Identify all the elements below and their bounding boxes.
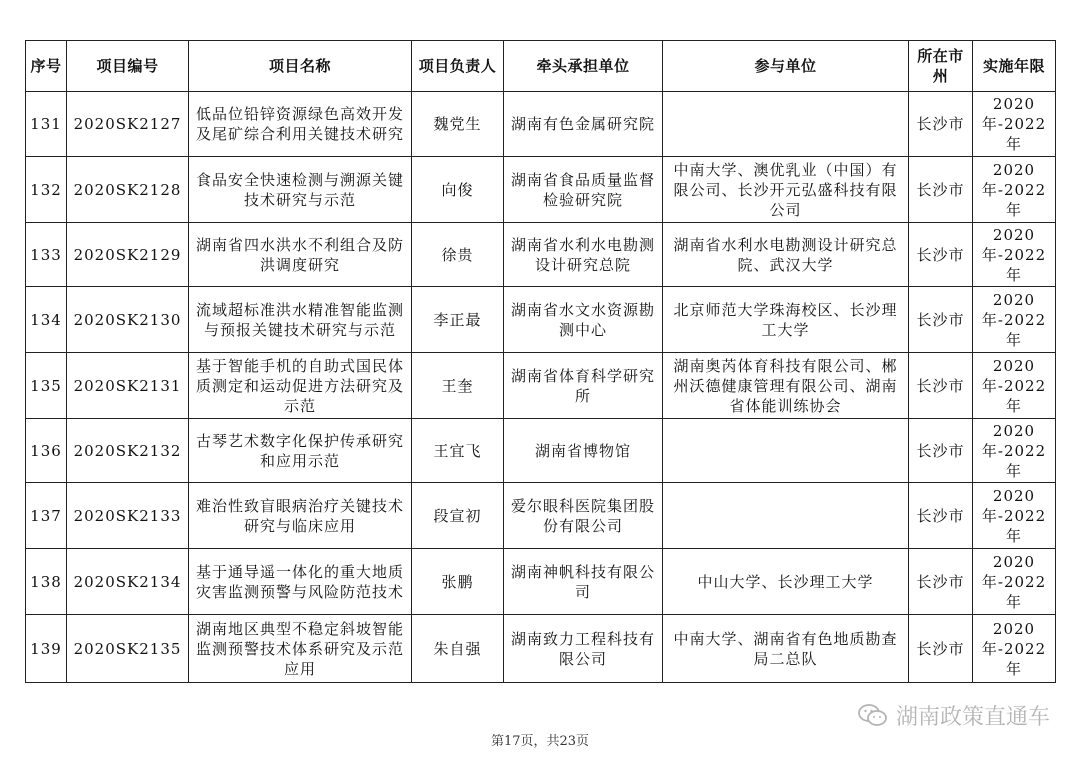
cell-seq: 136 [26, 419, 67, 483]
cell-leader: 王宜飞 [412, 419, 504, 483]
watermark [858, 700, 1050, 731]
cell-code: 2020SK2132 [67, 419, 189, 483]
cell-lead-unit: 湖南省水文水资源勘测中心 [504, 287, 663, 353]
cell-name: 湖南地区典型不稳定斜坡智能监测预警技术体系研究及示范应用 [189, 615, 412, 683]
cell-period: 2020年-2022年 [973, 92, 1056, 157]
cell-lead-unit: 湖南神帆科技有限公司 [504, 549, 663, 615]
table-row [26, 549, 1056, 615]
table-body [26, 92, 1056, 683]
cell-city: 长沙市 [909, 92, 973, 157]
header-partners: 参与单位 [663, 41, 909, 92]
cell-lead-unit: 湖南有色金属研究院 [504, 92, 663, 157]
cell-code: 2020SK2131 [67, 353, 189, 419]
wechat-icon [858, 703, 888, 729]
page-number: 第17页，共23页 [490, 734, 590, 749]
cell-leader: 朱自强 [412, 615, 504, 683]
cell-partners [663, 419, 909, 483]
table-row [26, 92, 1056, 157]
cell-code: 2020SK2129 [67, 223, 189, 287]
header-lead-unit: 牵头承担单位 [504, 41, 663, 92]
cell-city: 长沙市 [909, 157, 973, 223]
cell-name: 基于通导遥一体化的重大地质灾害监测预警与风险防范技术 [189, 549, 412, 615]
cell-name: 难治性致盲眼病治疗关键技术研究与临床应用 [189, 483, 412, 549]
cell-leader: 向俊 [412, 157, 504, 223]
cell-city: 长沙市 [909, 353, 973, 419]
cell-city: 长沙市 [909, 419, 973, 483]
header-name: 项目名称 [189, 41, 412, 92]
header-leader: 项目负责人 [412, 41, 504, 92]
cell-leader: 张鹏 [412, 549, 504, 615]
cell-name: 基于智能手机的自助式国民体质测定和运动促进方法研究及示范 [189, 353, 412, 419]
cell-city: 长沙市 [909, 615, 973, 683]
table-row [26, 287, 1056, 353]
cell-period: 2020年-2022年 [973, 419, 1056, 483]
cell-code: 2020SK2127 [67, 92, 189, 157]
cell-partners [663, 92, 909, 157]
table-row [26, 615, 1056, 683]
cell-period: 2020年-2022年 [973, 157, 1056, 223]
table-row [26, 483, 1056, 549]
cell-seq: 133 [26, 223, 67, 287]
cell-lead-unit: 湖南省水利水电勘测设计研究总院 [504, 223, 663, 287]
cell-partners: 湖南奥芮体育科技有限公司、郴州沃德健康管理有限公司、湖南省体能训练协会 [663, 353, 909, 419]
cell-period: 2020年-2022年 [973, 287, 1056, 353]
cell-seq: 137 [26, 483, 67, 549]
cell-partners [663, 483, 909, 549]
header-row [26, 41, 1056, 92]
table-row [26, 419, 1056, 483]
cell-period: 2020年-2022年 [973, 483, 1056, 549]
cell-lead-unit: 湖南省体育科学研究所 [504, 353, 663, 419]
cell-lead-unit: 湖南省食品质量监督检验研究院 [504, 157, 663, 223]
header-seq: 序号 [26, 41, 67, 92]
cell-seq: 138 [26, 549, 67, 615]
cell-name: 低品位铅锌资源绿色高效开发及尾矿综合利用关键技术研究 [189, 92, 412, 157]
cell-city: 长沙市 [909, 549, 973, 615]
header-code: 项目编号 [67, 41, 189, 92]
cell-partners: 中山大学、长沙理工大学 [663, 549, 909, 615]
cell-lead-unit: 爱尔眼科医院集团股份有限公司 [504, 483, 663, 549]
cell-period: 2020年-2022年 [973, 353, 1056, 419]
cell-partners: 湖南省水利水电勘测设计研究总院、武汉大学 [663, 223, 909, 287]
cell-partners: 北京师范大学珠海校区、长沙理工大学 [663, 287, 909, 353]
cell-period: 2020年-2022年 [973, 615, 1056, 683]
cell-code: 2020SK2128 [67, 157, 189, 223]
project-table [25, 40, 1056, 683]
cell-seq: 139 [26, 615, 67, 683]
cell-partners: 中南大学、澳优乳业（中国）有限公司、长沙开元弘盛科技有限公司 [663, 157, 909, 223]
cell-code: 2020SK2130 [67, 287, 189, 353]
cell-lead-unit: 湖南致力工程科技有限公司 [504, 615, 663, 683]
cell-city: 长沙市 [909, 483, 973, 549]
cell-partners: 中南大学、湖南省有色地质勘查局二总队 [663, 615, 909, 683]
cell-seq: 131 [26, 92, 67, 157]
table-row [26, 223, 1056, 287]
cell-seq: 135 [26, 353, 67, 419]
cell-leader: 徐贵 [412, 223, 504, 287]
watermark-text: 湖南政策直通车 [895, 705, 1050, 730]
cell-code: 2020SK2134 [67, 549, 189, 615]
cell-name: 湖南省四水洪水不利组合及防洪调度研究 [189, 223, 412, 287]
cell-period: 2020年-2022年 [973, 223, 1056, 287]
header-city: 所在市州 [909, 41, 973, 92]
cell-name: 流域超标准洪水精准智能监测与预报关键技术研究与示范 [189, 287, 412, 353]
table-row [26, 157, 1056, 223]
cell-seq: 134 [26, 287, 67, 353]
cell-leader: 魏党生 [412, 92, 504, 157]
cell-leader: 段宣初 [412, 483, 504, 549]
cell-period: 2020年-2022年 [973, 549, 1056, 615]
cell-name: 食品安全快速检测与溯源关键技术研究与示范 [189, 157, 412, 223]
cell-code: 2020SK2133 [67, 483, 189, 549]
cell-city: 长沙市 [909, 287, 973, 353]
cell-city: 长沙市 [909, 223, 973, 287]
cell-name: 古琴艺术数字化保护传承研究和应用示范 [189, 419, 412, 483]
cell-seq: 132 [26, 157, 67, 223]
cell-lead-unit: 湖南省博物馆 [504, 419, 663, 483]
cell-leader: 王奎 [412, 353, 504, 419]
table-row [26, 353, 1056, 419]
cell-leader: 李正最 [412, 287, 504, 353]
cell-code: 2020SK2135 [67, 615, 189, 683]
header-period: 实施年限 [973, 41, 1056, 92]
